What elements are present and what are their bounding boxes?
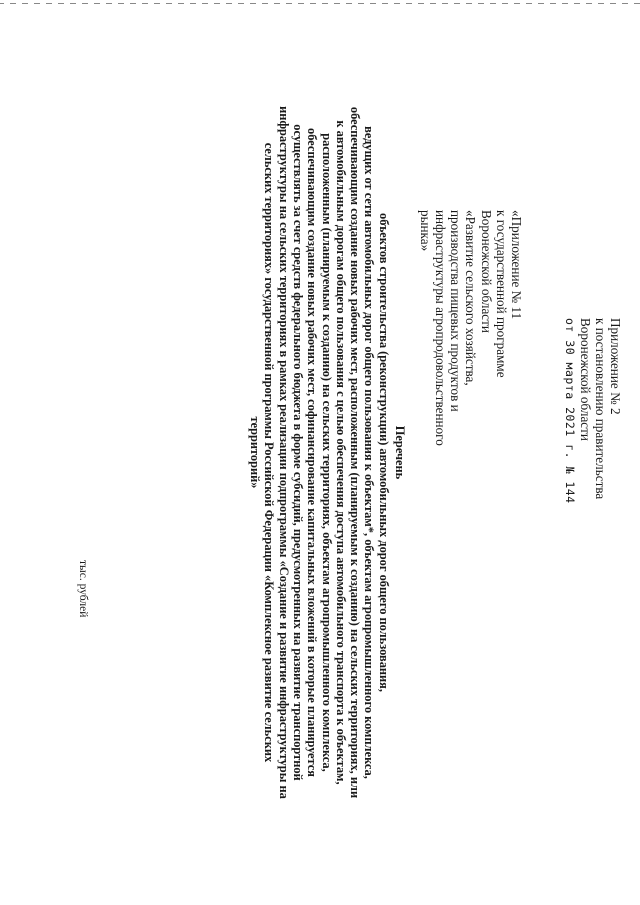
annex-line-1: «Приложение № 11	[509, 210, 524, 320]
approval-line-3: Воронежской области	[577, 318, 593, 441]
title-line: к автомобильным дорогам общего пользования с целью обеспечения доступа автомобильного транспорта к объектам,	[333, 120, 348, 785]
approval-stamp-block	[562, 318, 623, 638]
title-line: сельских территориях» государственной программы Российской Федерации «Комплексное развитие сельских	[262, 142, 277, 763]
approval-date-line: от 30 марта 2021 г. № 144	[563, 318, 578, 504]
title-line: обеспечивающим создание новых рабочих мест, софинансирование капитальных вложений в которые планируется	[305, 128, 320, 777]
title-line: инфраструктуры на сельских территориях в рамках реализации подпрограммы «Создание и развитие инфраструктуры на	[276, 106, 291, 799]
approval-line-2: к постановлению правительства	[592, 318, 608, 500]
title-heading: Перечень	[393, 425, 407, 480]
annex-line-3: Воронежской области	[478, 210, 494, 333]
title-line: ведущих от сети автомобильных дорог общего пользования к объектам*, объектам агропромышленного комплекса,	[362, 126, 377, 779]
title-line: объектов строительства (реконструкции) автомобильных дорог общего пользования,	[376, 213, 391, 692]
annex-line-7: рынка»	[417, 210, 433, 252]
annex-line-6: инфраструктуры агропродовольственного	[432, 210, 448, 446]
annex-line-2: к государственной программе	[493, 210, 509, 378]
unit-label: тыс. рублей	[77, 560, 89, 618]
annex-reference-block	[418, 210, 524, 540]
title-line: осуществлять за счет средств федерального бюджета в форме субсидий, предусмотренных на развитие транспортной	[290, 124, 305, 781]
title-line: обеспечивающим создание новых рабочих мест, расположенным (планируемым к созданию) на сельских территориях, или	[348, 106, 363, 799]
title-line: расположенным (планируемым к созданию) на сельских территориях, объектам агропромышленного комплекса,	[319, 133, 334, 772]
annex-line-4: «Развитие сельского хозяйства,	[463, 210, 479, 386]
page-edge-rule	[0, 3, 640, 4]
approval-line-1: Приложение № 2	[608, 318, 623, 415]
annex-line-5: производства пищевых продуктов и	[448, 210, 464, 412]
document-title	[248, 0, 407, 905]
title-line: территорий»	[248, 416, 263, 489]
